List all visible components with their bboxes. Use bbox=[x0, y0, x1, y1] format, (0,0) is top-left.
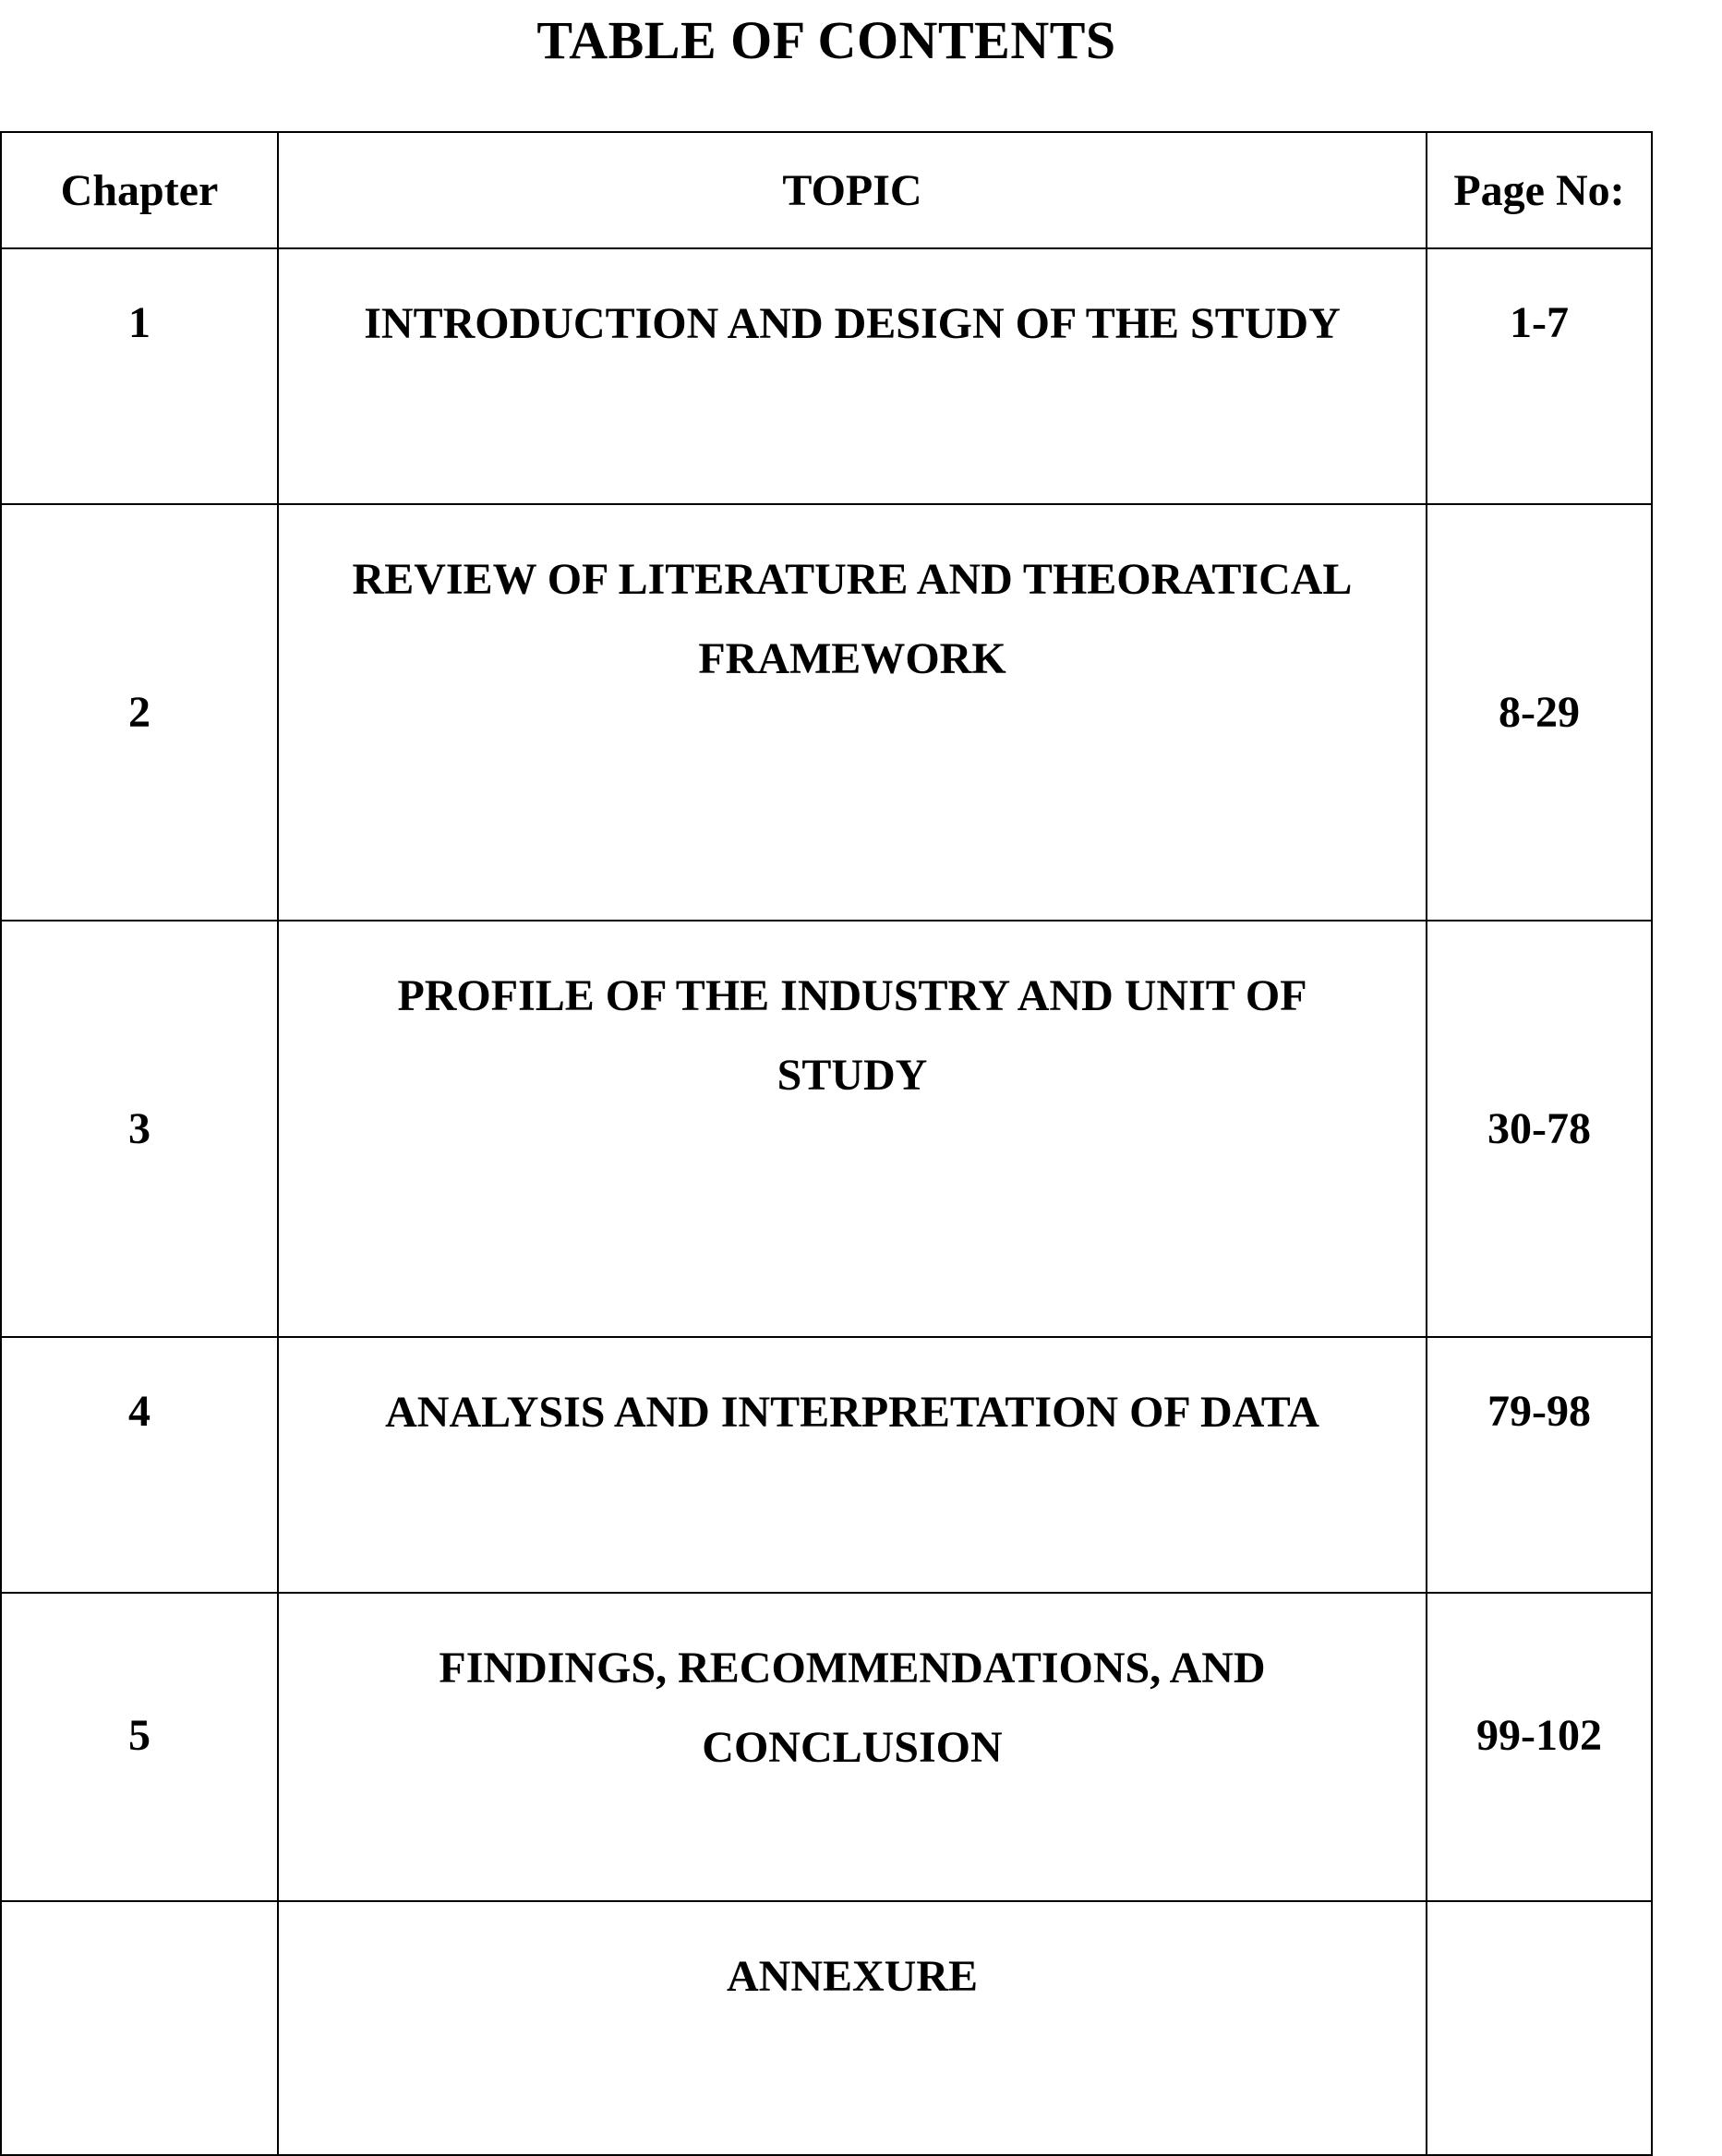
topic-line: ANALYSIS AND INTERPRETATION OF DATA bbox=[385, 1388, 1319, 1437]
topic-cell bbox=[278, 1901, 1427, 2155]
table-of-contents bbox=[0, 131, 1653, 2156]
chapter-number: 2 bbox=[1, 504, 278, 921]
page-range: 30-78 bbox=[1427, 921, 1652, 1337]
table-row bbox=[1, 1901, 1652, 2155]
topic-cell bbox=[278, 504, 1427, 921]
page-range: 79-98 bbox=[1427, 1337, 1652, 1593]
chapter-number: 5 bbox=[1, 1593, 278, 1901]
chapter-number: 4 bbox=[1, 1337, 278, 1593]
topic-line: STUDY bbox=[777, 1051, 928, 1100]
column-header-chapter: Chapter bbox=[1, 132, 278, 248]
table-row bbox=[1, 1337, 1652, 1593]
column-header-topic: TOPIC bbox=[278, 132, 1427, 248]
topic-line: FRAMEWORK bbox=[698, 634, 1006, 683]
page-range bbox=[1427, 1901, 1652, 2155]
table-row bbox=[1, 1593, 1652, 1901]
topic-line: PROFILE OF THE INDUSTRY AND UNIT OF bbox=[397, 971, 1307, 1020]
column-header-page: Page No: bbox=[1427, 132, 1652, 248]
topic-cell bbox=[278, 1593, 1427, 1901]
topic-line: CONCLUSION bbox=[702, 1723, 1003, 1772]
topic-line: INTRODUCTION AND DESIGN OF THE STUDY bbox=[364, 299, 1341, 348]
table-header-row bbox=[1, 132, 1652, 248]
table-row bbox=[1, 504, 1652, 921]
topic-line: REVIEW OF LITERATURE AND THEORATICAL bbox=[352, 555, 1353, 604]
topic-line: FINDINGS, RECOMMENDATIONS, AND bbox=[439, 1644, 1266, 1692]
page-range: 1-7 bbox=[1427, 248, 1652, 504]
page-range: 8-29 bbox=[1427, 504, 1652, 921]
page-range: 99-102 bbox=[1427, 1593, 1652, 1901]
topic-cell bbox=[278, 1337, 1427, 1593]
topic-line: ANNEXURE bbox=[726, 1952, 978, 2001]
table-row bbox=[1, 248, 1652, 504]
topic-cell bbox=[278, 921, 1427, 1337]
page-title: TABLE OF CONTENTS bbox=[536, 10, 1116, 70]
table-row bbox=[1, 921, 1652, 1337]
topic-cell bbox=[278, 248, 1427, 504]
chapter-number: 1 bbox=[1, 248, 278, 504]
chapter-number bbox=[1, 1901, 278, 2155]
chapter-number: 3 bbox=[1, 921, 278, 1337]
